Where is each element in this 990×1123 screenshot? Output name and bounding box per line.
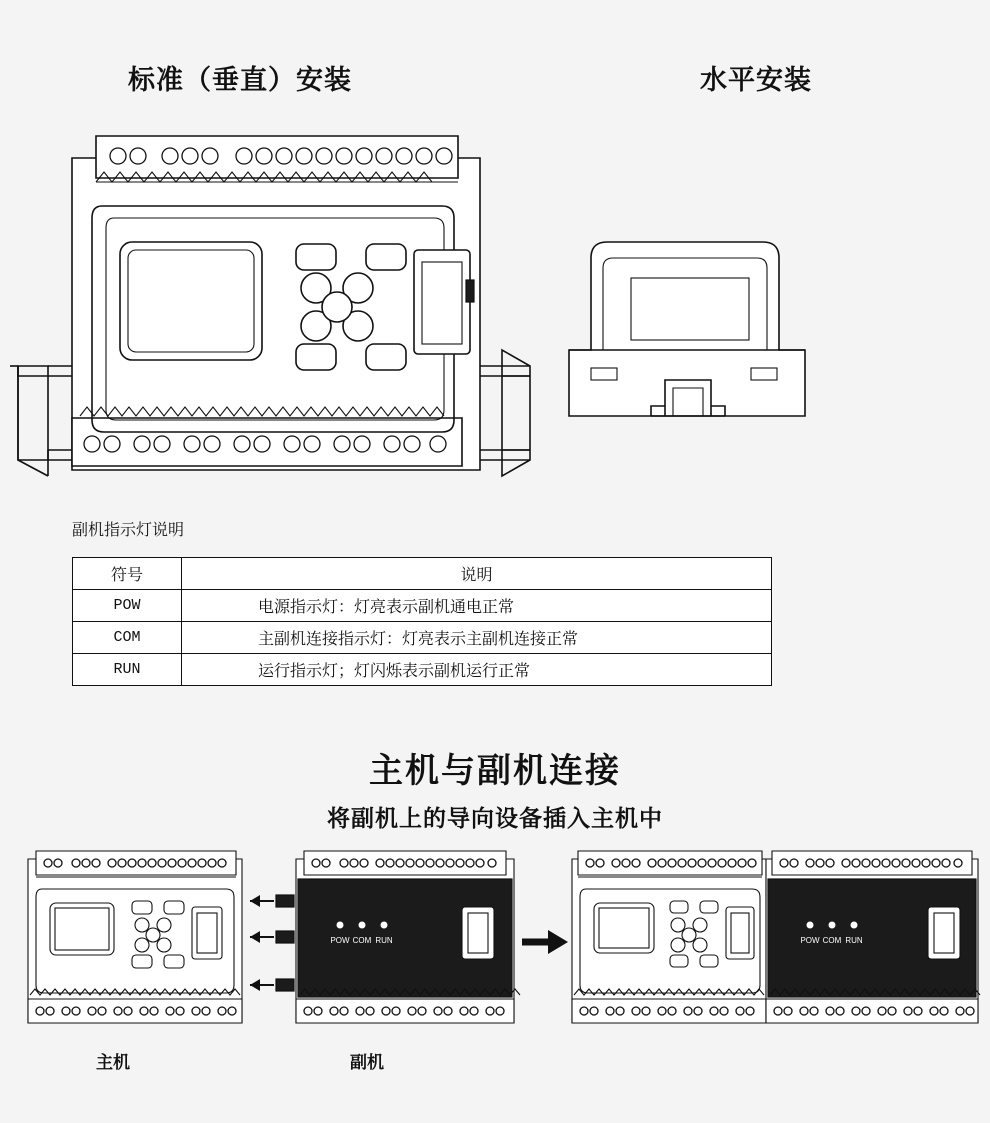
row-symbol: COM <box>73 622 182 654</box>
label-master: 主机 <box>96 1053 130 1072</box>
insert-arrows <box>250 895 274 991</box>
table-header-row <box>73 558 772 590</box>
row-description: 电源指示灯：灯亮表示副机通电正常 <box>182 590 772 622</box>
row-symbol: RUN <box>73 654 182 686</box>
led-label-com: COM <box>352 936 372 945</box>
led-label-run: RUN <box>845 936 863 945</box>
led-label-com: COM <box>822 936 842 945</box>
connection-after-diagram <box>566 845 986 1040</box>
row-description: 主副机连接指示灯：灯亮表示主副机连接正常 <box>182 622 772 654</box>
column-description: 说明 <box>182 558 772 590</box>
connection-before-diagram <box>14 845 524 1040</box>
led-label-pow: POW <box>330 936 350 945</box>
indicator-table <box>72 557 772 686</box>
connection-title: 主机与副机连接 <box>369 753 621 790</box>
slave-unit-right <box>766 851 980 1023</box>
row-description: 运行指示灯；灯闪烁表示副机运行正常 <box>182 654 772 686</box>
led-label-pow: POW <box>800 936 820 945</box>
master-unit-right <box>572 851 766 1023</box>
master-unit-left <box>28 851 242 1023</box>
table-row <box>73 622 772 654</box>
vertical-mount-title: 标准（垂直）安装 <box>128 65 352 95</box>
table-row <box>73 654 772 686</box>
row-symbol: POW <box>73 590 182 622</box>
column-symbol: 符号 <box>73 558 182 590</box>
process-arrow-icon <box>518 925 572 959</box>
vertical-mount-diagram <box>10 120 550 490</box>
table-row <box>73 590 772 622</box>
horizontal-mount-diagram <box>555 200 875 460</box>
slave-unit-left <box>276 851 520 1023</box>
indicator-caption: 副机指示灯说明 <box>72 522 185 539</box>
label-slave: 副机 <box>350 1053 384 1072</box>
horizontal-mount-title: 水平安装 <box>700 65 812 95</box>
connection-subtitle: 将副机上的导向设备插入主机中 <box>327 806 663 831</box>
led-label-run: RUN <box>375 936 393 945</box>
